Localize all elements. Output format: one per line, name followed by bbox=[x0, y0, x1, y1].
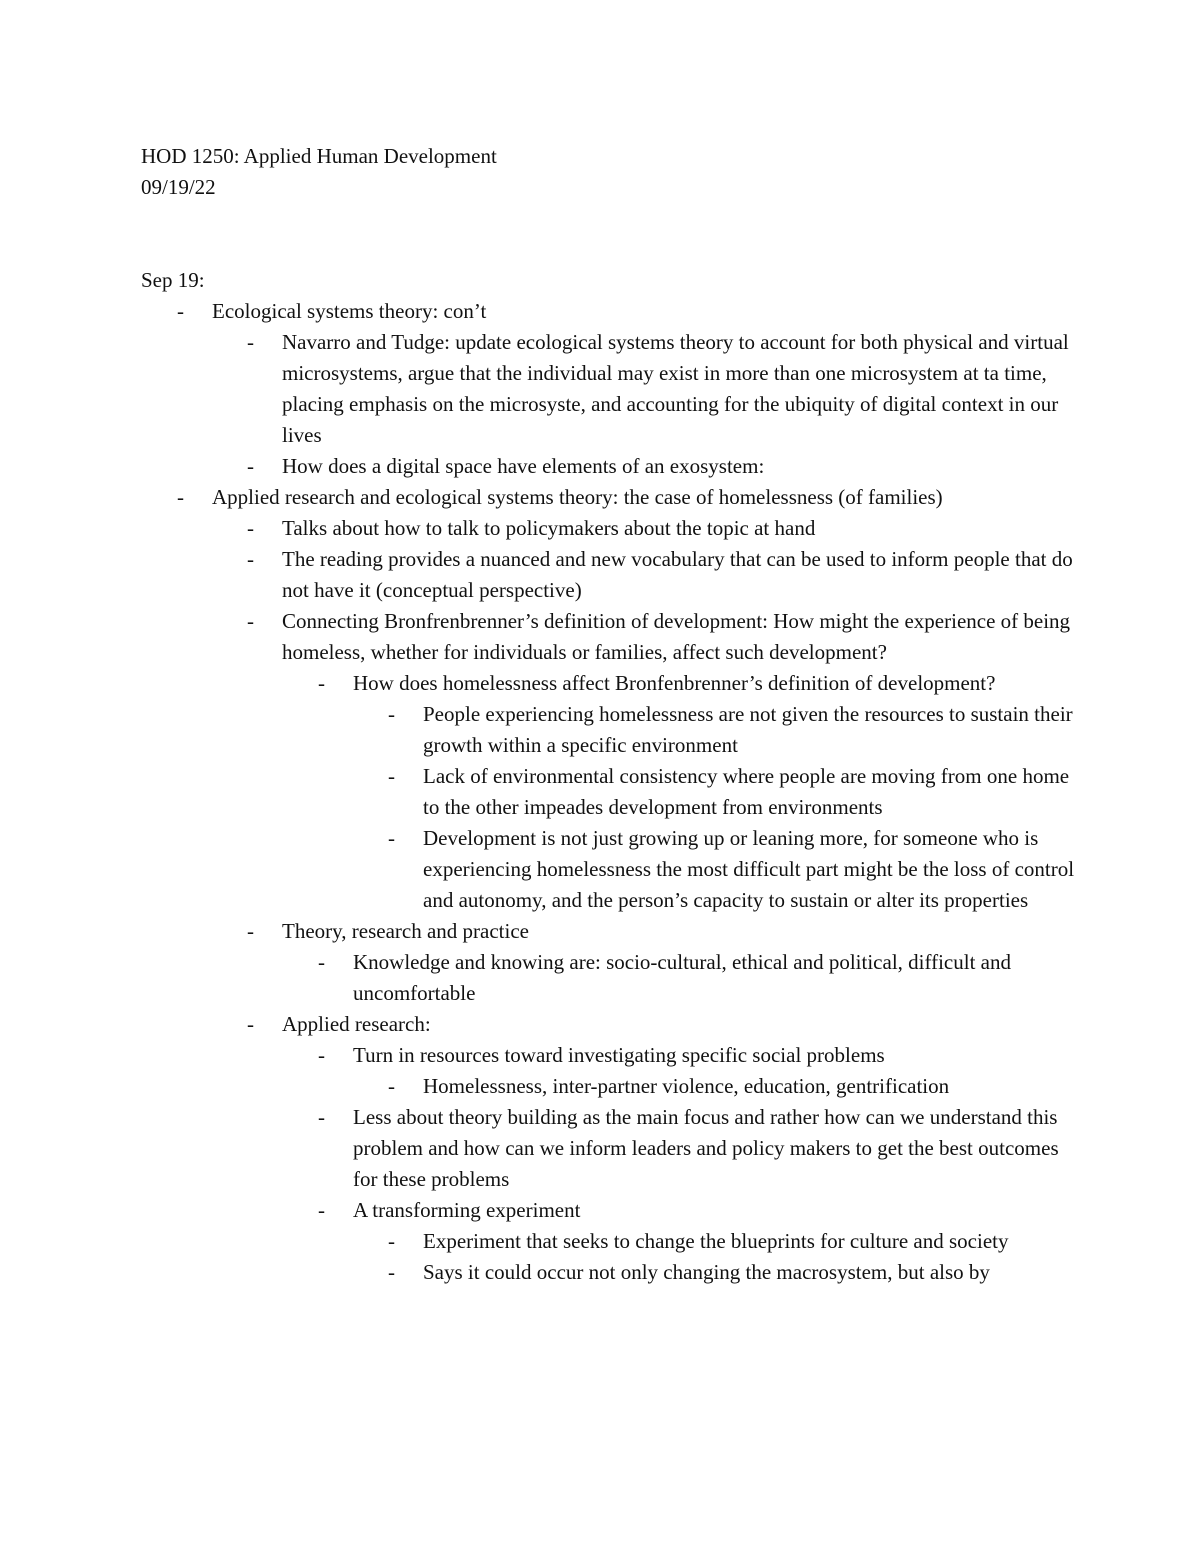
list-item bbox=[247, 916, 1081, 947]
bullet-dash: - bbox=[388, 1260, 395, 1284]
list-item-text: Connecting Bronfrenbrenner’s definition of development: How might the experience of being homeless, whether for individuals or families, affect such development? bbox=[282, 609, 1071, 664]
note-date: 09/19/22 bbox=[141, 175, 216, 199]
bullet-dash: - bbox=[318, 1043, 325, 1067]
bullet-dash: - bbox=[247, 609, 254, 633]
list-item-text: Navarro and Tudge: update ecological systems theory to account for both physical and virtual microsystems, argue that the individual may exist in more than one microsystem at ta time, placing emphasis on the microsyste, and accounting for the ubiquity of digital context in our lives bbox=[282, 330, 1069, 447]
bullet-dash: - bbox=[318, 1105, 325, 1129]
list-item bbox=[388, 699, 1081, 761]
list-item-text: Applied research and ecological systems theory: the case of homelessness (of families) bbox=[212, 485, 943, 509]
notes-list bbox=[141, 296, 1081, 1288]
bullet-dash: - bbox=[318, 671, 325, 695]
list-item bbox=[388, 1226, 1081, 1257]
list-item bbox=[247, 606, 1081, 668]
list-item-text: Knowledge and knowing are: socio-cultural, ethical and political, difficult and uncomfortable bbox=[353, 950, 1011, 1005]
list-item-text: Theory, research and practice bbox=[282, 919, 529, 943]
list-item-text: Lack of environmental consistency where people are moving from one home to the other impeades development from environments bbox=[423, 764, 1070, 819]
list-item bbox=[318, 947, 1081, 1009]
list-item bbox=[247, 544, 1081, 606]
list-item bbox=[247, 513, 1081, 544]
bullet-dash: - bbox=[247, 516, 254, 540]
section-label: Sep 19: bbox=[141, 268, 205, 292]
list-item-text: How does homelessness affect Bronfenbrenner’s definition of development? bbox=[353, 671, 996, 695]
list-item-text: People experiencing homelessness are not given the resources to sustain their growth within a specific environment bbox=[423, 702, 1073, 757]
bullet-dash: - bbox=[388, 1074, 395, 1098]
list-item bbox=[177, 482, 1081, 513]
list-item bbox=[388, 823, 1081, 916]
notes-body bbox=[141, 265, 1081, 1288]
list-item-text: Development is not just growing up or leaning more, for someone who is experiencing homelessness the most difficult part might be the loss of control and autonomy, and the person’s capacity to sustain or alter its properties bbox=[423, 826, 1075, 912]
list-item-text: Talks about how to talk to policymakers about the topic at hand bbox=[282, 516, 816, 540]
bullet-dash: - bbox=[388, 702, 395, 726]
list-item-text: Says it could occur not only changing the macrosystem, but also by bbox=[423, 1260, 990, 1284]
list-item-text: Experiment that seeks to change the blueprints for culture and society bbox=[423, 1229, 1009, 1253]
list-item bbox=[247, 451, 1081, 482]
bullet-dash: - bbox=[318, 950, 325, 974]
list-item-text: Homelessness, inter-partner violence, education, gentrification bbox=[423, 1074, 950, 1098]
bullet-dash: - bbox=[177, 485, 184, 509]
list-item-text: Applied research: bbox=[282, 1012, 431, 1036]
bullet-dash: - bbox=[388, 826, 395, 850]
list-item bbox=[388, 761, 1081, 823]
bullet-dash: - bbox=[177, 299, 184, 323]
list-item bbox=[318, 1040, 1081, 1071]
list-item-text: Turn in resources toward investigating specific social problems bbox=[353, 1043, 885, 1067]
list-item-text: How does a digital space have elements of an exosystem: bbox=[282, 454, 765, 478]
bullet-dash: - bbox=[247, 1012, 254, 1036]
bullet-dash: - bbox=[247, 330, 254, 354]
bullet-dash: - bbox=[318, 1198, 325, 1222]
list-item bbox=[388, 1071, 1081, 1102]
list-item bbox=[388, 1257, 1081, 1288]
bullet-dash: - bbox=[247, 547, 254, 571]
list-item bbox=[318, 1102, 1081, 1195]
bullet-dash: - bbox=[388, 764, 395, 788]
list-item bbox=[247, 327, 1081, 451]
bullet-dash: - bbox=[247, 919, 254, 943]
bullet-dash: - bbox=[247, 454, 254, 478]
list-item bbox=[247, 1009, 1081, 1040]
list-item bbox=[318, 1195, 1081, 1226]
list-item-text: Ecological systems theory: con’t bbox=[212, 299, 487, 323]
list-item-text: A transforming experiment bbox=[353, 1198, 581, 1222]
document-header bbox=[141, 141, 497, 203]
list-item bbox=[177, 296, 1081, 327]
list-item-text: Less about theory building as the main focus and rather how can we understand this problem and how can we inform leaders and policy makers to get the best outcomes for these problems bbox=[353, 1105, 1059, 1191]
course-title: HOD 1250: Applied Human Development bbox=[141, 144, 497, 168]
list-item bbox=[318, 668, 1081, 699]
bullet-dash: - bbox=[388, 1229, 395, 1253]
list-item-text: The reading provides a nuanced and new vocabulary that can be used to inform people that do not have it (conceptual perspective) bbox=[282, 547, 1073, 602]
